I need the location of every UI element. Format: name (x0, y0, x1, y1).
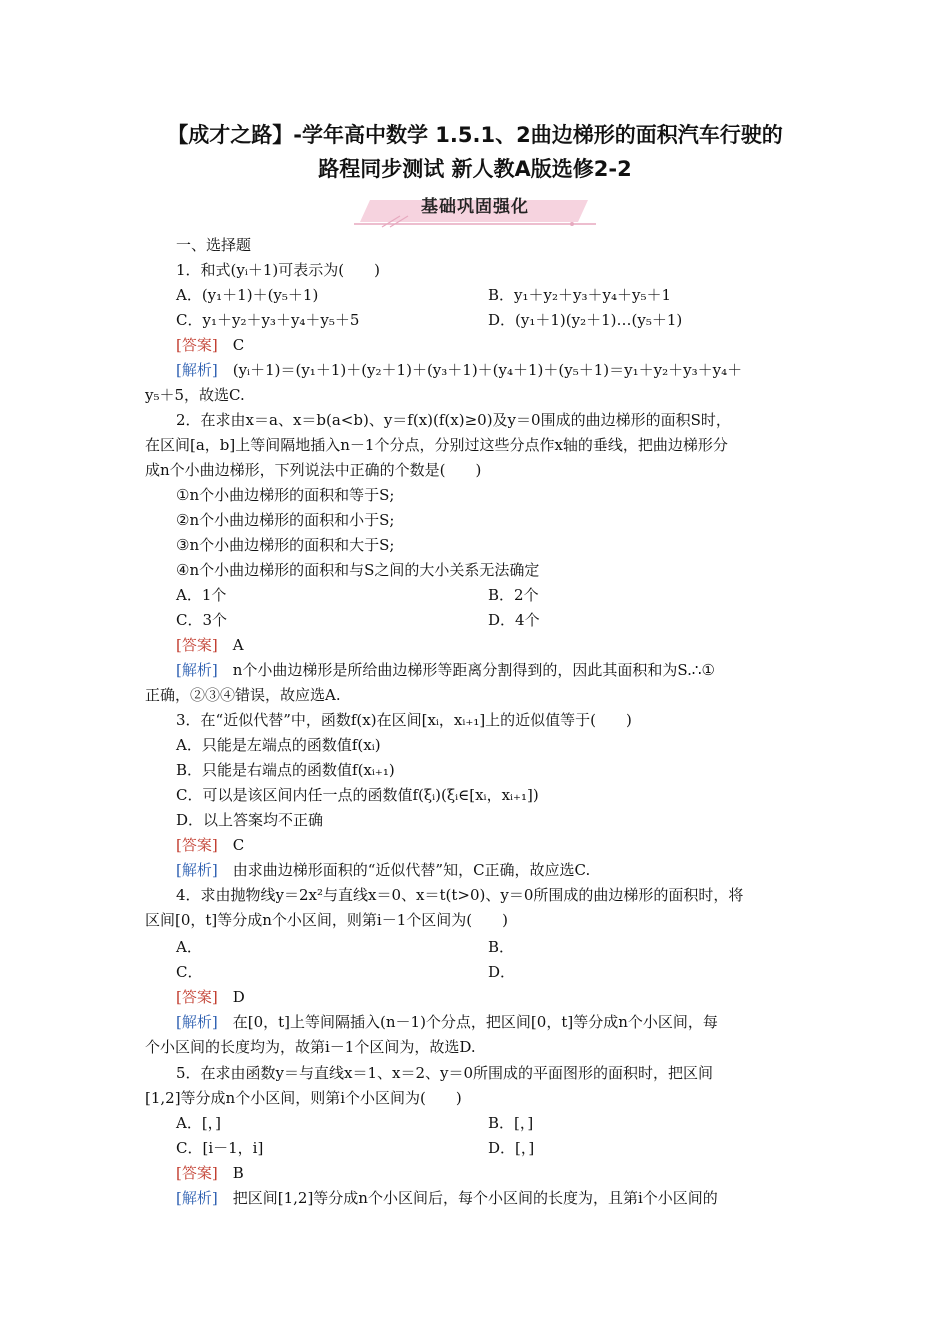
q2-stem-line-1: 2．在求由x＝a、x＝b(a<b)、y＝f(x)(f(x)≥0)及y＝0围成的曲边梯形的面积S时， (176, 411, 731, 429)
q2-stem-line-2: 在区间[a，b]上等间隔地插入n－1个分点，分别过这些分点作x轴的垂线，把曲边梯形分 (145, 436, 728, 454)
q5-stem-line-1: 5．在求由函数y＝与直线x＝1、x＝2、y＝0所围成的平面图形的面积时，把区间 (176, 1064, 714, 1082)
q3-stem: 3．在“近似代替”中，函数f(x)在区间[xᵢ，xᵢ₊₁]上的近似值等于( ) (176, 711, 632, 729)
q3-option-a: A．只能是左端点的函数值f(xᵢ) (176, 736, 381, 754)
q1-analysis-text: (yᵢ＋1)＝(y₁＋1)＋(y₂＋1)＋(y₃＋1)＋(y₄＋1)＋(y₅＋1)＝y₁＋y₂＋y₃＋y₄＋ (232, 361, 743, 379)
q4-option-b: B． (488, 938, 515, 956)
q3-answer-line (176, 833, 244, 858)
q3-option-c: C．可以是该区间内任一点的函数值f(ξᵢ)(ξᵢ∈[xᵢ，xᵢ₊₁]) (176, 786, 539, 804)
q2-statement-3: ③n个小曲边梯形的面积和大于S; (176, 536, 395, 554)
q5-analysis-line-1 (176, 1186, 718, 1211)
q2-analysis-line-1 (176, 658, 715, 683)
q5-option-a: A．[，] (176, 1114, 222, 1132)
q1-stem: 1．和式(yᵢ＋1)可表示为( ) (176, 261, 380, 279)
q1-option-c: C．y₁＋y₂＋y₃＋y₄＋y₅＋5 (176, 311, 360, 329)
analysis-tag: [解析] (176, 861, 218, 879)
q1-option-d: D．(y₁＋1)(y₂＋1)…(y₅＋1) (488, 311, 683, 329)
document-title-line-2: 路程同步测试 新人教A版选修2-2 (318, 157, 632, 181)
q1-answer: C (232, 336, 245, 354)
analysis-tag: [解析] (176, 1189, 218, 1207)
q4-answer: D (232, 988, 245, 1006)
q2-option-d: D．4个 (488, 611, 540, 629)
answer-tag: [答案] (176, 336, 218, 354)
q2-answer: A (232, 636, 244, 654)
q3-analysis-text: 由求曲边梯形面积的“近似代替”知，C正确，故应选C. (232, 861, 591, 879)
q4-analysis-text: 在[0，t]上等间隔插入(n－1)个分点，把区间[0，t]等分成n个小区间，每 (232, 1013, 718, 1031)
q5-option-b: B．[，] (488, 1114, 534, 1132)
q1-answer-line (176, 333, 244, 358)
section-heading: 一、选择题 (176, 236, 252, 254)
q5-option-d: D．[，] (488, 1139, 535, 1157)
q2-statement-4: ④n个小曲边梯形的面积和与S之间的大小关系无法确定 (176, 561, 540, 579)
q2-statement-1: ①n个小曲边梯形的面积和等于S; (176, 486, 395, 504)
q2-option-c: C．3个 (176, 611, 228, 629)
q2-option-a: A．1个 (176, 586, 227, 604)
analysis-tag: [解析] (176, 361, 218, 379)
q3-option-d: D．以上答案均不正确 (176, 811, 324, 829)
analysis-tag: [解析] (176, 1013, 218, 1031)
q1-analysis-line-1 (176, 358, 742, 383)
q5-analysis-text: 把区间[1,2]等分成n个小区间后，每个小区间的长度为，且第i个小区间的 (232, 1189, 718, 1207)
q3-option-b: B．只能是右端点的函数值f(xᵢ₊₁) (176, 761, 395, 779)
q2-stem-line-3: 成n个小曲边梯形，下列说法中正确的个数是( ) (145, 461, 482, 479)
q2-analysis-line-2: 正确，②③④错误，故应选A. (145, 686, 341, 704)
q4-option-c: C． (176, 963, 203, 981)
q4-option-a: A． (176, 938, 202, 956)
q2-option-b: B．2个 (488, 586, 539, 604)
answer-tag: [答案] (176, 988, 218, 1006)
q1-option-b: B．y₁＋y₂＋y₃＋y₄＋y₅＋1 (488, 286, 672, 304)
q4-stem-line-2: 区间[0，t]等分成n个小区间，则第i－1个区间为( ) (145, 911, 508, 929)
document-title-line-1: 【成才之路】-学年高中数学 1.5.1、2曲边梯形的面积汽车行驶的 (167, 123, 783, 147)
q2-answer-line (176, 633, 244, 658)
q5-answer: B (232, 1164, 244, 1182)
q4-stem-line-1: 4．求由抛物线y＝2x²与直线x＝0、x＝t(t>0)、y＝0所围成的曲边梯形的面积时，将 (176, 886, 744, 904)
q4-option-d: D． (488, 963, 516, 981)
answer-tag: [答案] (176, 1164, 218, 1182)
answer-tag: [答案] (176, 636, 218, 654)
q1-option-a: A．(y₁＋1)＋(y₅＋1) (176, 286, 319, 304)
q1-analysis-line-2: y₅＋5，故选C. (145, 386, 245, 404)
q3-analysis-line-1 (176, 858, 590, 883)
q4-answer-line (176, 985, 245, 1010)
answer-tag: [答案] (176, 836, 218, 854)
q4-analysis-line-2: 个小区间的长度均为，故第i－1个区间为，故选D. (145, 1038, 476, 1056)
section-banner-label: 基础巩固强化 (421, 197, 529, 217)
q4-analysis-line-1 (176, 1010, 718, 1035)
q5-option-c: C．[i－1，i] (176, 1139, 264, 1157)
q3-answer: C (232, 836, 245, 854)
q5-answer-line (176, 1161, 244, 1186)
q2-statement-2: ②n个小曲边梯形的面积和小于S; (176, 511, 395, 529)
q5-stem-line-2: [1,2]等分成n个小区间，则第i个小区间为( ) (145, 1089, 462, 1107)
analysis-tag: [解析] (176, 661, 218, 679)
q2-analysis-text: n个小曲边梯形是所给曲边梯形等距离分割得到的，因此其面积和为S.∴① (232, 661, 715, 679)
